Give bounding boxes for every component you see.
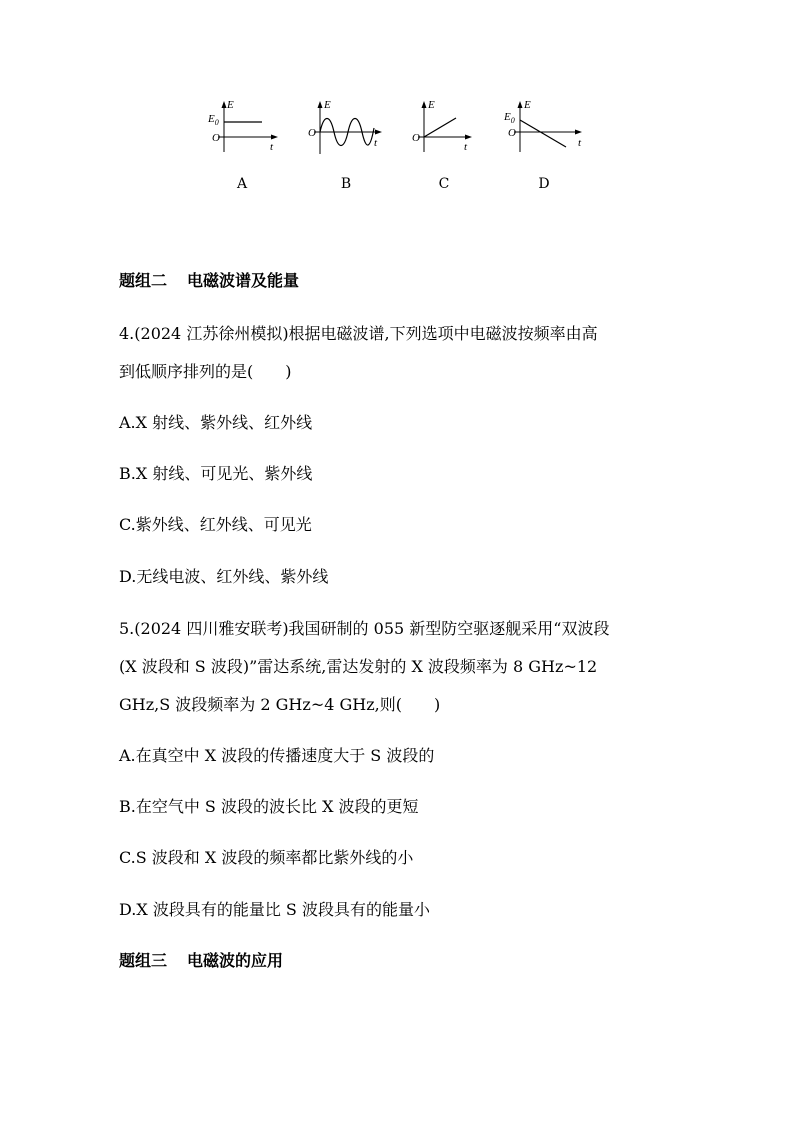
graph-b bbox=[300, 92, 390, 192]
graph-a-plot bbox=[196, 92, 286, 172]
q4-option-a: A.X 射线、紫外线、红外线 bbox=[119, 413, 313, 432]
e-axis-arrow bbox=[518, 101, 523, 108]
option-b-label: B bbox=[340, 176, 352, 192]
section-heading-3 bbox=[119, 951, 283, 971]
q5-stem-line-1: 5.(2024 四川雅安联考)我国研制的 055 新型防空驱逐舰采用“双波段 bbox=[119, 619, 610, 638]
graph-d bbox=[496, 92, 586, 192]
falling-line bbox=[520, 120, 566, 147]
q5-option-c: C.S 波段和 X 波段的频率都比紫外线的小 bbox=[119, 848, 414, 867]
q4-option-b: B.X 射线、可见光、紫外线 bbox=[119, 464, 313, 483]
q5-option-a: A.在真空中 X 波段的传播速度大于 S 波段的 bbox=[119, 746, 435, 765]
e-axis-arrow bbox=[318, 101, 323, 108]
t-label: t bbox=[464, 141, 468, 153]
q5-option-b: B.在空气中 S 波段的波长比 X 波段的更短 bbox=[119, 797, 419, 816]
e0-label: $E_0$ bbox=[504, 111, 515, 125]
q5-stem-line-2: (X 波段和 S 波段)”雷达系统,雷达发射的 X 波段频率为 8 GHz~12 bbox=[119, 657, 598, 676]
section-label: 题组二 bbox=[119, 271, 168, 290]
e-axis-arrow bbox=[222, 101, 227, 108]
origin-label: O bbox=[412, 132, 420, 144]
t-axis-arrow bbox=[375, 130, 382, 135]
e-label: E bbox=[524, 99, 531, 111]
e-label: E bbox=[324, 99, 331, 111]
section-label: 题组三 bbox=[119, 951, 168, 970]
origin-label: O bbox=[212, 132, 220, 144]
graph-b-plot bbox=[300, 92, 390, 172]
t-label: t bbox=[374, 137, 378, 149]
q5-stem-line-3: GHz,S 波段频率为 2 GHz~4 GHz,则( ) bbox=[119, 695, 441, 714]
graph-a bbox=[196, 92, 286, 192]
t-axis-arrow bbox=[465, 135, 472, 140]
q4-option-c: C.紫外线、红外线、可见光 bbox=[119, 515, 312, 534]
e-label: E bbox=[428, 99, 435, 111]
option-c-label: C bbox=[438, 176, 450, 192]
q5-option-d: D.X 波段具有的能量比 S 波段具有的能量小 bbox=[119, 900, 430, 919]
e-t-graphs-figure bbox=[196, 92, 596, 202]
e-label: E bbox=[227, 99, 234, 111]
t-label: t bbox=[578, 137, 582, 149]
origin-label: O bbox=[508, 127, 516, 139]
graph-c-plot bbox=[404, 92, 494, 172]
section-heading-2 bbox=[119, 271, 299, 291]
section-title: 电磁波谱及能量 bbox=[187, 271, 300, 290]
origin-label: O bbox=[308, 127, 316, 139]
rising-line bbox=[424, 118, 456, 137]
t-label: t bbox=[270, 141, 274, 153]
t-axis-arrow bbox=[271, 135, 278, 140]
graph-c bbox=[404, 92, 494, 192]
q4-stem-line-2: 到低顺序排列的是( ) bbox=[119, 362, 292, 381]
section-title: 电磁波的应用 bbox=[187, 951, 284, 970]
option-a-label: A bbox=[236, 176, 248, 192]
e-axis-arrow bbox=[422, 101, 427, 108]
q4-stem-line-1: 4.(2024 江苏徐州模拟)根据电磁波谱,下列选项中电磁波按频率由高 bbox=[119, 324, 598, 343]
graph-d-plot bbox=[496, 92, 596, 172]
q4-option-d: D.无线电波、红外线、紫外线 bbox=[119, 567, 329, 586]
t-axis-arrow bbox=[575, 130, 582, 135]
option-d-label: D bbox=[538, 176, 550, 192]
e0-label: $E_0$ bbox=[208, 113, 219, 127]
